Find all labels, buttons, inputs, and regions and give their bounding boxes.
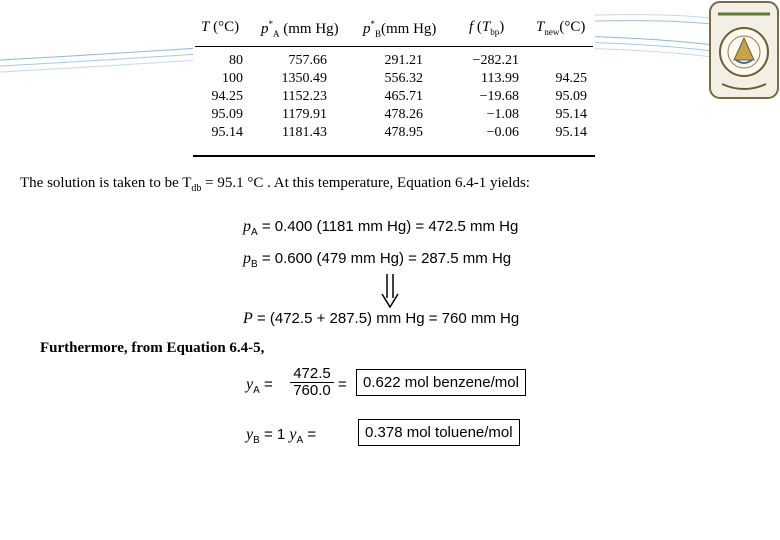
col-header-pa: $p^*_A$ (mm Hg)	[261, 19, 339, 39]
table-cell-t: 100	[222, 71, 243, 86]
ya-result-box: 0.622 mol benzene/mol	[356, 369, 526, 396]
table-cell-pa: 1350.49	[281, 71, 327, 86]
table-cell-t: 95.09	[211, 107, 243, 122]
eq-pb: $p_B = 0.600$ (479 mm Hg) = 287.5 mm Hg	[243, 250, 512, 270]
table-cell-pb: 478.95	[384, 125, 423, 140]
eq-total-p: P = (472.5 + 287.5) mm Hg = 760 mm Hg	[243, 310, 520, 327]
table-cell-pa: 1152.23	[282, 89, 327, 104]
solution-text-end: = 95.1 °C . At this temperature, Equation 6.4-1 yields:	[201, 175, 530, 191]
table-cell-f: −19.68	[479, 89, 519, 104]
yb-result-box: 0.378 mol toluene/mol	[358, 419, 520, 446]
table-cell-pa: 1181.43	[282, 125, 327, 140]
implies-arrow-icon	[380, 274, 400, 308]
yb-expression: = 1	[263, 426, 290, 443]
mole-fraction-equations	[242, 362, 532, 457]
table-cell-f: 113.99	[481, 71, 519, 86]
eq-pa: $p_A = 0.400$ (1181 mm Hg) = 472.5 mm Hg	[243, 218, 519, 238]
yb-label: $y_B = 1$ $y_A$ =	[246, 426, 317, 446]
table-cell-tnew: 95.14	[555, 107, 587, 122]
table-cell-f: −0.06	[486, 125, 519, 140]
table-cell-tnew: 95.14	[555, 125, 587, 140]
table-cell-tnew: 94.25	[555, 71, 587, 86]
table-cell-tnew: 95.09	[555, 89, 587, 104]
solution-sentence	[20, 175, 530, 194]
col-header-f: f $(T_{bp})$	[469, 19, 505, 37]
table-cell-pb: 478.26	[384, 107, 423, 122]
table-cell-t: 95.14	[211, 125, 243, 140]
ya-numerator: 472.5	[290, 366, 334, 383]
col-header-pb: $p^*_B(mm$ Hg)	[363, 19, 437, 39]
solution-subscript: db	[191, 183, 202, 194]
table-cell-t: 94.25	[211, 89, 243, 104]
table-cell-pa: 1179.91	[282, 107, 327, 122]
eq-pa-text: = 0.400 (1181 mm Hg) = 472.5 mm Hg	[261, 218, 519, 235]
ya-label: $y_A$ =	[246, 376, 273, 396]
table-cell-t: 80	[229, 53, 243, 68]
col-header-tnew: $T_{new}(^\circ C)$	[536, 19, 586, 37]
table-cell-f: −282.21	[472, 53, 519, 68]
vapor-pressure-table	[193, 9, 595, 157]
solution-text-start: The solution is taken to be T	[20, 175, 192, 191]
furthermore-text: Furthermore, from Equation 6.4-5,	[40, 340, 265, 356]
col-header-t: T (°C)	[201, 19, 240, 35]
university-seal-logo	[708, 0, 780, 100]
partial-pressure-equations	[237, 212, 540, 337]
table-cell-f: −1.08	[486, 107, 519, 122]
ya-equals: =	[338, 376, 347, 393]
ya-fraction	[290, 366, 334, 399]
ya-denominator: 760.0	[293, 382, 331, 399]
header-rule	[195, 46, 593, 47]
table-cell-pb: 291.21	[384, 53, 423, 68]
eq-total-p-text: = (472.5 + 287.5) mm Hg = 760 mm Hg	[256, 310, 520, 327]
table-cell-pb: 556.32	[384, 71, 423, 86]
eq-pb-text: = 0.600 (479 mm Hg) = 287.5 mm Hg	[261, 250, 512, 267]
table-cell-pa: 757.66	[288, 53, 327, 68]
table-cell-pb: 465.71	[384, 89, 423, 104]
